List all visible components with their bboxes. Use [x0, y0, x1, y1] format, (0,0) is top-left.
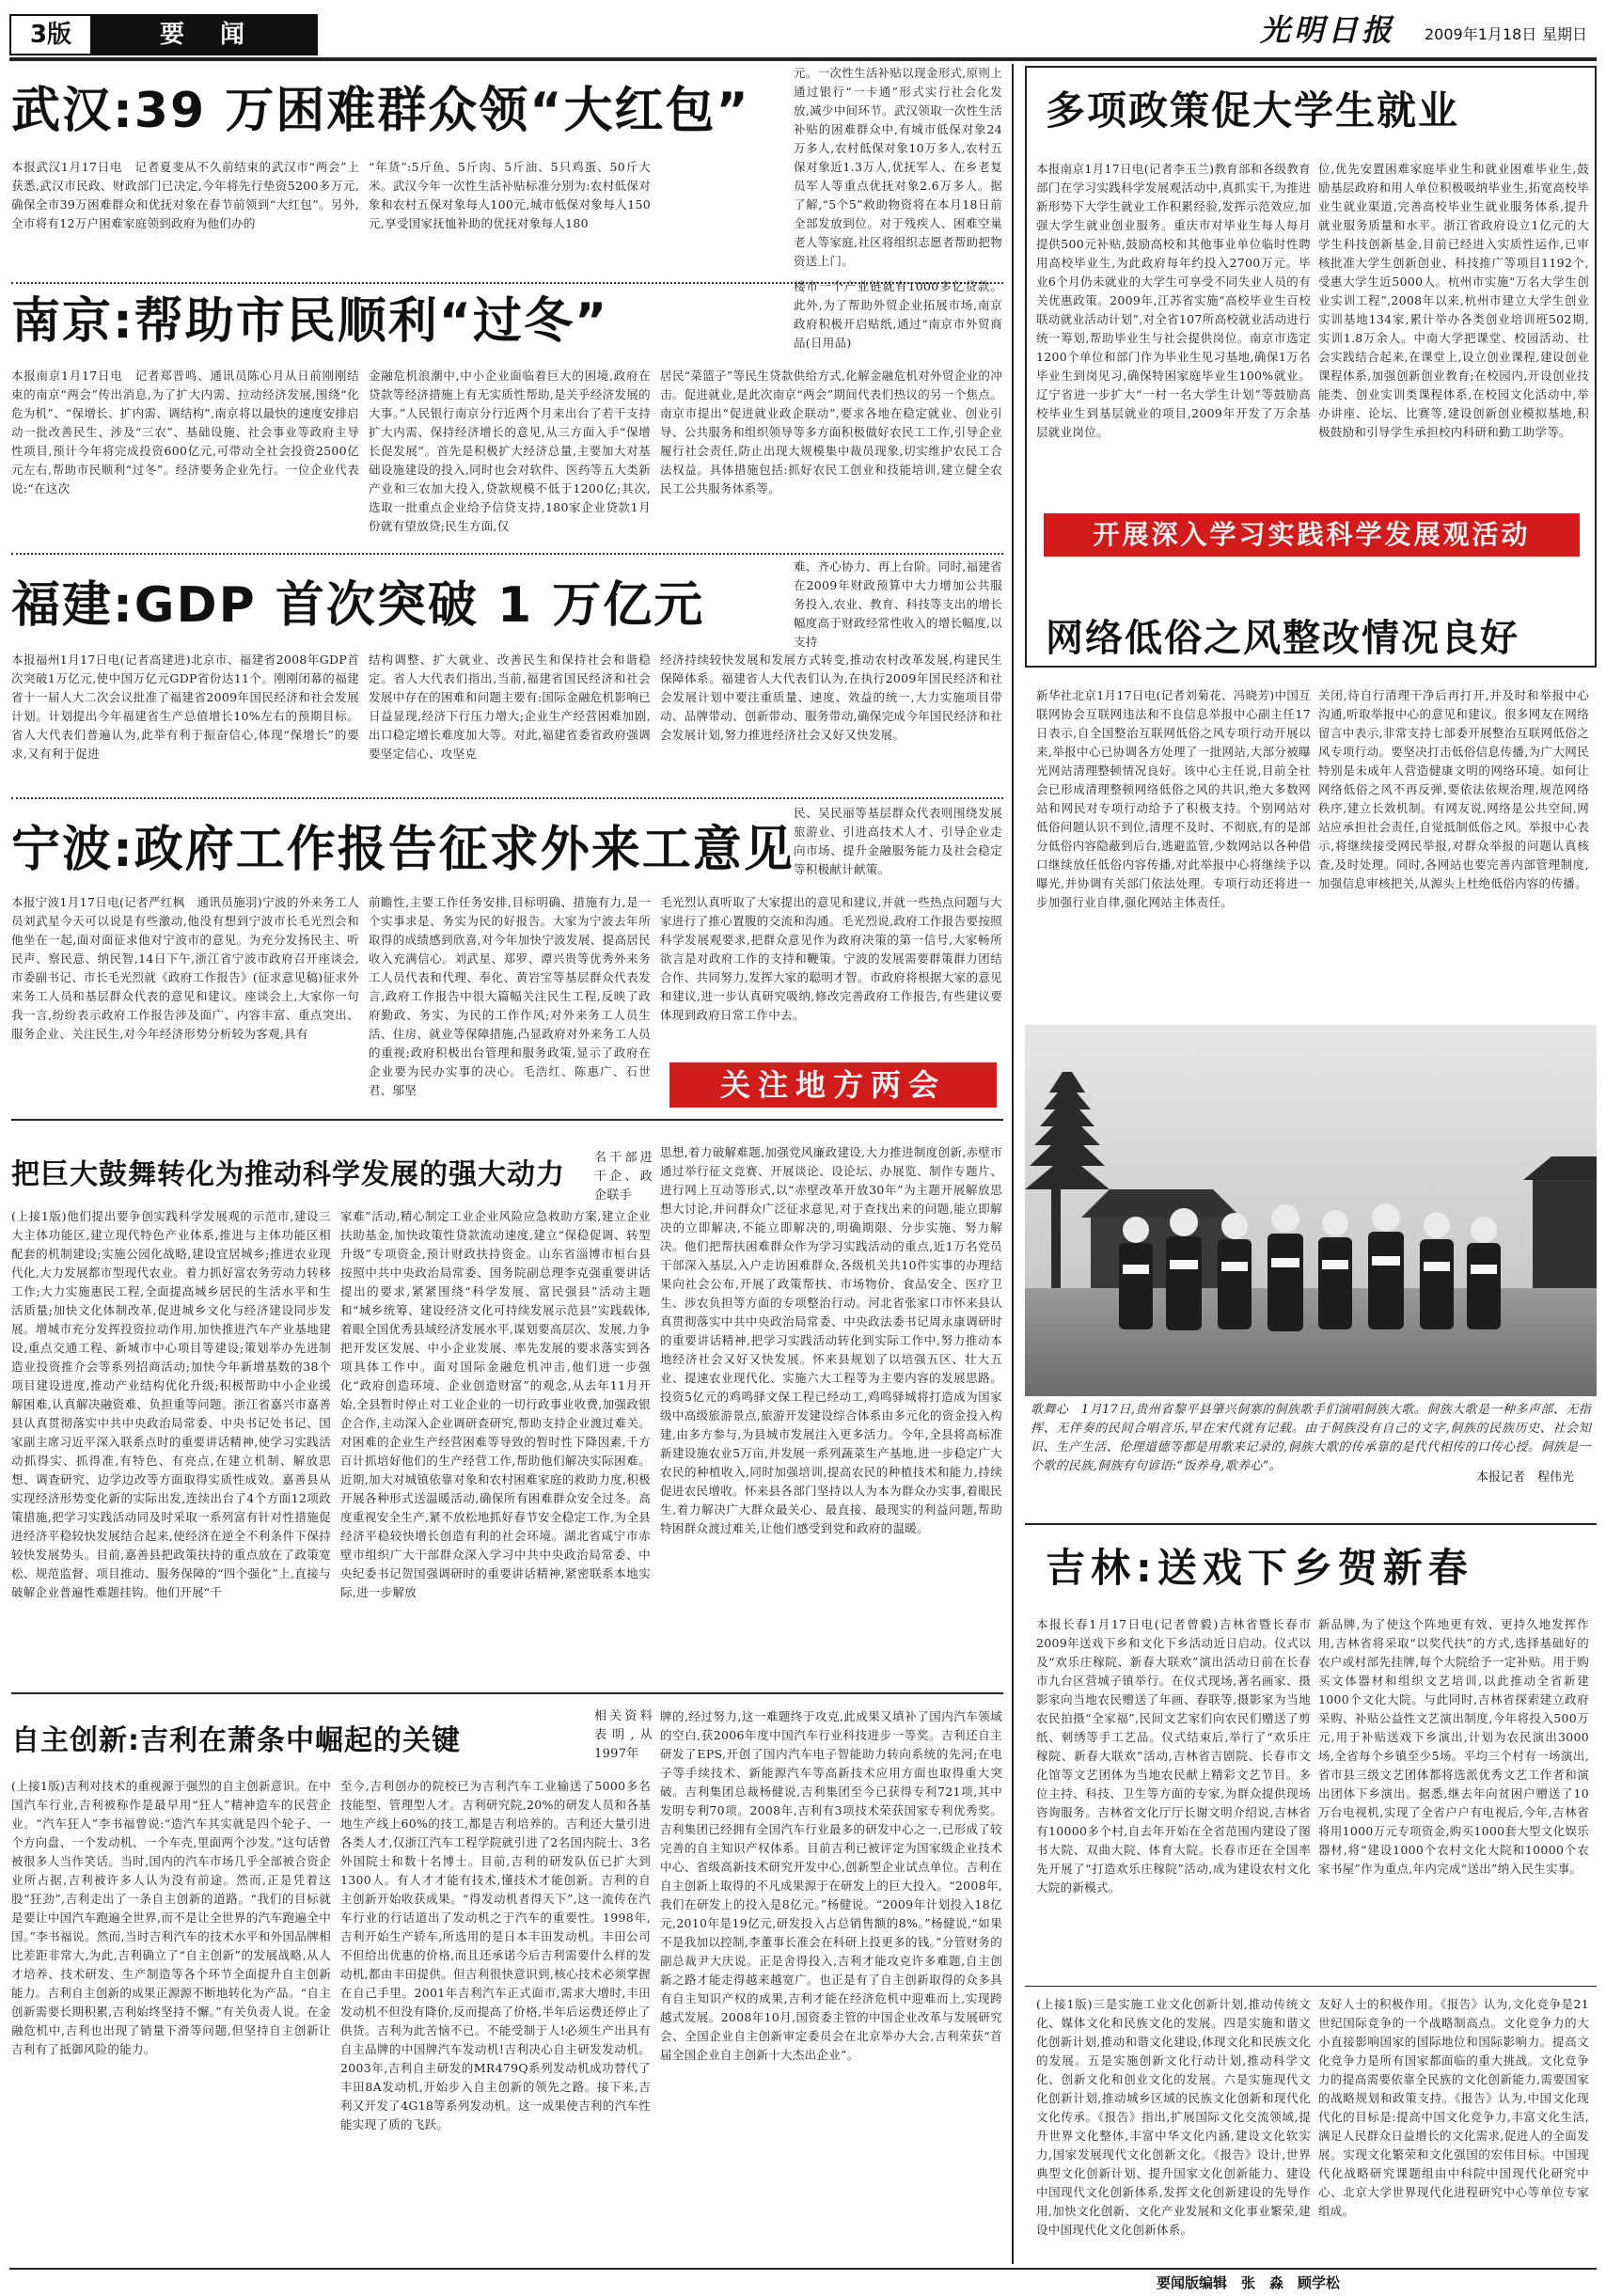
kexue-headline: 把巨大鼓舞转化为推动科学发展的强大动力 [11, 1158, 565, 1191]
footer-rule [9, 2268, 1597, 2270]
campaign-banner: 开展深入学习实践科学发展观活动 [1044, 513, 1580, 557]
local-two-sessions-banner: 关注地方两会 [669, 1062, 997, 1108]
photo-caption: 歌舞心 1月17日,贵州省黎平县肇兴侗寨的侗族歌手们演唱侗族大歌。侗族大歌是一种多声部、无指挥、无伴奏的民间合唱音乐,早在宋代就有记载。由于侗族没有自己的文字,侗族的民族历史、社会知识、生产生活、伦理道德等都是用歌来记录的,侗族大歌的传承靠的是代代相传的口传心授。侗族是一个歌的民族,侗族有句谚语:“饭养身,歌养心”。 [1031, 1403, 1591, 1473]
divider [11, 1119, 1003, 1121]
wuhan-headline: 武汉:39 万困难群众领“大红包” [11, 83, 750, 139]
ningbo-body-col2: 前瞻性,主要工作任务安排,目标明确、措施有力,是一个实事求是、务实为民的好报告。大家为宁波去年所取得的成绩感到欣喜,对今年加快宁波发展、提高居民收入充满信心。刘武星、郑罗、谭兴贵等优秀外来务工人员代表和代理、奉化、黄岩宝等基层群众代表发言,政府工作报告中很大篇幅关注民生工程,反映了政府勤政、务实、为民的工作作风;对外来务工人员生活、住房、就业等保障措施,凸显政府对外来务工人员的重视;政府积极出台管理和服务政策,显示了政府在企业要为民办实事的决心。毛浩红、陈惠广、石世君、邬坚 [369, 895, 651, 1097]
ningbo-body-col4: 民、吴民丽等基层群众代表则围绕发展旅游业、引进高技术人才、引导企业走向市场、提升金融服务能力及社会稳定等积极献计献策。 [794, 806, 1002, 876]
ningbo-body-col1: 本报宁波1月17日电(记者严红枫 通讯员施羽)宁波的外来务工人员刘武星今天可以说是有些激动,他没有想到宁波市长毛光烈会和他坐在一起,面对面征求他对宁波市的意见。为充分发扬民主、听民声、察民意、纳民智,14日下午,浙江省宁波市政府召开座谈会,市委副书记、市长毛光烈就《政府工作报告》(征求意见稿)征求外来务工人员和基层群众代表的意见和建议。座谈会上,大家你一句我一言,纷纷表示政府工作报告涉及面广、内容丰富、重点突出、服务企业、关注民生,对今年经济形势分析较为客观,具有 [11, 895, 359, 1041]
kexue-aside: 名干部进干企、政企联手 [594, 1151, 653, 1203]
kexue-body-col1: (上接1版)他们提出要争创实践科学发展观的示范市,建设三大主体功能区,建立现代特色产业体系,推进与主体功能区相配套的机制建设;实施公园化战略,建设宜居城乡;推进农业现代化,大力发展都市型现代农业。着力抓好富农务劳动力转移工作;大力实施惠民工程,全面提高城乡居民的生活水平和生活质量;加快文化体制改革,促进城乡文化与经济建设同步发展。增城市充分发挥投资拉动作用,加快推进汽车产业基地建设,重点交通工程、新城市中心项目等建设;策划举办先进制造业投资推介会等系列招商活动;加快今年新增基数的38个项目建设进度,推动产业结构优化升级;积极帮助中小企业缓解困难,认真解决融资难、负担重等问题。浙江省嘉兴市嘉善县认真贯彻落实中共中央政治局常委、中央书记处书记、国家副主席习近平深入联系点时的重要讲话精神,使学习实践活动抓得实、抓得准,有特色、有亮点,在建立机制、解放思想、调查研究、边学边改等方面取得实质性成效。嘉善县从实现经济形势变化新的实际出发,连续出台了4个方面12项政策措施,把学习实践活动同及时采取一系列富有针对性措施促进经济平稳较快发展结合起来,使经济在逆全不利条件下保持较快发展势头。目前,嘉善县把政策扶持的重点放在了政策宽松、规范监督、项目推动、服务保障的“四个强化”上,直接与破解企业普遍性难题挂钩。他们开展“千 [11, 1209, 331, 1599]
section-label: 要 闻 [92, 14, 318, 55]
jiuye-headline: 多项政策促大学生就业 [1046, 87, 1460, 134]
wenhua-body-col1: (上接1版)三是实施工业文化创新计划,推动传统文化、媒体文化和民族文化的发展。四是实施和谐文化创新计划,推动和谐文化建设,体现文化和民族文化的发展。五是实施创新文化行动计划,推动科学文化、创新文化和创业文化的发展。六是实施现代文化创新计划,推动城乡区域的民族文化创新和现代化文化传承。《报告》指出,扩展国际文化交流领域,提升世界文化整体,丰富中华文化内涵,建设文化软实力,国家发展现代文化创新文化。《报告》设计,世界典型文化创新计划、提升国家文化创新能力、建设中国现代文化创新体系,发挥文化创新建设的先导作用,加快文化创新、文化产业发展和文化事业繁荣,建设中国现代化文化创新体系。 [1036, 1997, 1311, 2237]
nanjing-body-col3: 居民“菜篮子”等民生贷款供给方式,化解金融危机对外贸企业的冲击。促进就业,是此次南京“两会”期间代表们热议的另一个焦点。南京市提出“促进就业政企联动”,要求各地在稳定就业、创业引导、公共服务和组织领导等多方面积极做好农民工工作,引导企业履行社会责任,防止出现大规模集中裁员现象,切实维护农民工合法权益。具体措施包括:抓好农民工创业和技能培训,建立健全农民工公共服务体系等。 [660, 369, 1002, 495]
nanjing-body-col4: 楼市一个产业链就有1000多亿贷款。此外,为了帮助外贸企业拓展市场,南京政府积极开启贴纸,通过“南京市外贸商品(日用品) [794, 279, 1002, 350]
jilin-headline: 吉林:送戏下乡贺新春 [1046, 1545, 1473, 1591]
nanjing-body-col1: 本报南京1月17日电 记者郑晋鸣、通讯员陈心月从日前刚刚结束的南京“两会”传出消息,为了扩大内需、拉动经济发展,围绕“化危为机”、“保增长、扩内需、调结构”,南京将以最快的速度安排启动一批改善民生、涉及“三农”、基础设施、社会事业等政府主导性项目,预计今年将完成投资600亿元,可带动全社会投资2500亿元左右,帮助市民顺利“过冬”。经济要务企业先行。一位企业代表说:“在这次 [11, 369, 359, 495]
wangluo-body-col2: 关闭,待自行清理干净后再打开,并及时和举报中心沟通,听取举报中心的意见和建议。很多网友在网络留言中表示,非常支持七部委开展整治互联网低俗之风专项行动。要坚决打击低俗信息传播,为广大网民特别是未成年人营造健康文明的网络环境。如何让网络低俗之风不再反弹,要依法依规治理,规范网络秩序,建立长效机制。有网友说,网络是公共空间,网站应承担社会责任,自觉抵制低俗之风。举报中心表示,将继续接受网民举报,对群众举报的问题认真核查,及时处理。同时,各网站也要完善内部管理制度,加强信息审核把关,从源头上杜绝低俗内容的传播。 [1318, 688, 1589, 890]
nanjing-headline: 南京:帮助市民顺利“过冬” [11, 293, 609, 350]
dong-singers-photo [1025, 1025, 1597, 1396]
wangluo-body-col1: 新华社北京1月17日电(记者刘菊花、冯晓芳)中国互联网协会互联网违法和不良信息举报中心副主任17日表示,自全国整治互联网低俗之风专项行动开展以来,举报中心已协调各方处理了一批网站,大部分被曝光网站清理整顿情况良好。该中心主任说,目前全社会已形成清理整顿网络低俗之风的共识,绝大多数网站和网民对专项行动给予了积极支持。个别网站对低俗问题认识不到位,清理不及时、不彻底,有的是部分低俗内容隐蔽到后台,逃避监管,少数网站以各种借口继续放任低俗内容传播,对此举报中心将继续予以曝光,并协调有关部门依法处理。专项行动还将进一步加强行业自律,强化网站主体责任。 [1036, 688, 1311, 909]
jiuye-body-col2: 位,优先安置困难家庭毕业生和就业困难毕业生,鼓励基层政府和用人单位积极吸纳毕业生,拓宽高校毕业生就业渠道,完善高校毕业生就业服务体系,提升就业服务质量和水平。浙江省政府设立1亿元的大学生科技创新基金,目前已经进入实质性运作,已审核批准大学生创新创业、科技推广等项目1192个,受惠大学生近5000人。杭州市实施“万名大学生创业实训工程”,2008年以来,杭州市建立大学生创业实训基地134家,累计举办各类创业培训班502期,实训1.8万余人。中南大学把课堂、校园活动、社会实践结合起来,在课堂上,设立创业课程,建设创业课程体系,加强创新创业教育;在校园内,开设创业技能类、创业实训类课程体系,在校园文化活动中,举办讲座、论坛、比赛等,建设创新创业模拟基地,积极鼓励和引导学生承担校内科研和勤工助学等。 [1318, 162, 1589, 439]
fujian-body-col1: 本报福州1月17日电(记者高建进)北京市、福建省2008年GDP首次突破1万亿元,使中国万亿元GDP省份达11个。刚刚闭幕的福建省十一届人大二次会议批准了福建省2009年国民经济和社会发展计划。计划提出今年福建省生产总值增长10%左右的预期目标。省人大代表们普遍认为,此举有利于振奋信心,体现“保增长”的要求,又有利于促进 [11, 653, 359, 761]
jilin-body-col2: 新品牌,为了使这个阵地更有效、更持久地发挥作用,吉林省将采取“以奖代扶”的方式,选择基础好的农户或村部先挂牌,每个大院给予一定补贴。用于购买文体器材和组织文艺培训,以此推动全省新建1000个文化大院。与此同时,吉林省探索建立政府采购、补贴公益性文艺演出制度,今年将投入500万元,用于补贴送戏下乡演出,计划为农民演出3000场,全省每个乡镇至少5场。平均三个村有一场演出,省市县三级文艺团体都将选派优秀文艺工作者和演出团体下乡演出。据悉,继去年向贫困户赠送了10万台电视机,实现了全省户户有电视后,今年,吉林省将用1000万元专项资金,购买1000套大型文化娱乐器材,将“建设1000个农村文化大院和10000个农家书屋”作为重点,年内完成“送出”纳入民生实事。 [1318, 1617, 1589, 1876]
jiuye-body-col1: 本报南京1月17日电(记者李玉兰)教育部和各级教育部门在学习实践科学发展观活动中,真抓实干,为推进新形势下大学生就业工作积累经验,发挥示范效应,加强大学生就业创业服务。重庆市对毕业生每人每月提供500元补贴,鼓励高校和其他事业单位临时性聘用高校毕业生,为此政府每年约投入2700万元。毕业6个月仍未就业的大学生可享受不同失业人员的有关优惠政策。2009年,江苏省实施“高校毕业生百校联动就业活动计划”,对全省107所高校就业活动进行统一筹划,帮助毕业生与社会提供岗位。南京市选定1200个单位和部门作为毕业生见习基地,确保1万名毕业生到岗见习,确保特困家庭毕业生100%就业。辽宁省进一步扩大“一村一名大学生计划”等鼓励高校毕业生到基层就业的项目,2009年开发了万余基层就业岗位。 [1036, 162, 1311, 439]
ningbo-headline: 宁波:政府工作报告征求外来工意见 [11, 822, 795, 878]
fujian-body-col2: 结构调整、扩大就业、改善民生和保持社会和谐稳定。省人大代表们指出,当前,福建省国民经济和社会发展中存在的困难和问题主要有:国际金融危机影响已日益显现,经济下行压力增大;企业生产经营困难加剧,出口稳定增长难度加大等。对此,福建省委省政府强调要坚定信心、攻坚克 [369, 653, 651, 761]
newspaper-logo: 光明日报 [1260, 12, 1396, 48]
geely-headline: 自主创新:吉利在萧条中崛起的关键 [11, 1724, 461, 1757]
fujian-body-col4: 难、齐心协力、再上台阶。同时,福建省在2009年财政预算中大力增加公共服务投入,农业、教育、科技等支出的增长幅度高于财政经常性收入的增长幅度,以支持 [794, 559, 1002, 649]
issue-weekday: 星期日 [1542, 25, 1588, 43]
editor-credit: 要闻版编辑 张 淼 顾学松 [1157, 2274, 1341, 2291]
divider [1025, 1523, 1597, 1525]
photo-credit: 本报记者 程伟光 [1476, 1470, 1575, 1485]
nanjing-body-col2: 金融危机浪潮中,中小企业面临着巨大的困境,政府在贷款等经济措施上有无实质性帮助,是关乎经济发展的大事。”人民银行南京分行近两个月来出台了若干支持扩大内需、保持经济增长的意见,从三方面入手“保增长促发展”。首先是积极扩大经济总量,主要加大对基础设施建设的投入,同时也会对软件、医药等五大类新产业和三农加大投入,贷款规模不低于1200亿;其次,选取一批重点企业给予信贷支持,180家企业贷款1月份就有望放贷;民生方面,仅 [369, 369, 651, 533]
jilin-body-col1: 本报长春1月17日电(记者曾毅)吉林省暨长春市2009年送戏下乡和文化下乡活动近日启动。仪式以及“欢乐庄稼院、新春大联欢”演出活动日前在长春市九台区营城子镇举行。在仪式现场,著名画家、摄影家向当地农民赠送了年画、春联等,摄影家为当地农民拍摄“全家福”,民间文艺家们向农民们赠送了剪纸、刺绣等手工艺品。仪式结束后,举行了“欢乐庄稼院、新春大联欢”活动,吉林省吉剧院、长春市文化馆等文艺团体为当地农民献上精彩文艺节目。多位主持、科技、卫生等方面的专家,为群众提供现场咨询服务。吉林省文化厅厅长谢文明介绍说,吉林省有10000多个村,自去年开始在全省范围内建设了图书大院、双曲大院、体育大院。长春市还在全国率先开展了“打造欢乐庄稼院”活动,成为建设农村文化大院的新模式。 [1036, 1617, 1311, 1895]
wangluo-headline: 网络低俗之风整改情况良好 [1046, 617, 1519, 660]
divider [1025, 1986, 1597, 1987]
divider [11, 797, 1003, 799]
fujian-headline: 福建:GDP 首次突破 1 万亿元 [11, 577, 705, 634]
page-number-box: 3版 [9, 14, 92, 55]
kexue-body-col3: 思想,着力破解难题,加强党风廉政建设,大力推进制度创新,赤壁市通过举行征文竞赛、开展谈论、设论坛、办展览、制作专题片、进行网上互动等形式,以“赤壁改革开放30年”为主题开展解放思想大讨论,并问群众广泛征求意见,对于查找出来的问题,能立即解决的立即解决,不能立即解决的,明确期限、分步实施、努力解决。他们把帮扶困难群众作为学习实践活动的重点,近1万名党员干部深入基层,入户走访困难群众,各级机关共10件实事的办理结果向社会公布,开展了政策帮扶、市场物价、食品安全、医疗卫生、涉农负担等方面的专项整治行动。河北省张家口市怀来县认真贯彻落实中共中央政治局常委、中央政法委书记周永康调研时的重要讲话精神,把学习实践活动转化到实际工作中,努力推动本地经济社会又好又快发展。怀来县规划了以培强五区、壮大五业、提速农业现代化、实施六大工程等为主要内容的发展思路。投资5亿元的鸡鸣驿文保工程已经动工,鸡鸣驿城将打造成为国家级中高级旅游景点,旅游开发建设综合体系由多元化的资金投入构建,由多方参与,为县城市发展注入更多活力。今年,全县将高标准新建设施农业5万亩,并发展一系列蔬菜生产基地,进一步稳定广大农民的种植收入,同时加强培训,提高农民的种植技术和能力,持续促进农民增收。怀来县各部门坚持以人为本为群众办实事,着眼民生,着力解决广大群众最关心、最直接、最现实的利益问题,帮助特困群众渡过难关,让他们感受到党和政府的温暖。 [660, 1145, 1002, 1535]
wuhan-body-col1: 本报武汉1月17日电 记者夏斐从不久前结束的武汉市“两会”上获悉,武汉市民政、财政部门已决定,今年将先行垫资5200多万元,确保全市39万困难群众和优抚对象在春节前领到“大红包”。另外,全市将有12万户困难家庭领到政府为他们办的 [11, 160, 359, 230]
wenhua-body-col2: 友好人士的积极作用。《报告》认为,文化竞争是21世纪国际竞争的一个战略制高点。文化竞争力的大小直接影响国家的国际地位和国际影响力。提高文化竞争力是所有国家都面临的重大挑战。文化竞争力的提高需要依靠全民族的文化创新能力,需要国家的战略规划和政策支持。《报告》认为,中国文化现代化的目标是:提高中国文化竞争力,丰富文化生活,满足人民群众日益增长的文化需求,促进人的全面发展。实现文化繁荣和文化强国的宏伟目标。中国现代化战略研究课题组由中科院中国现代化研究中心、北京大学世界现代化进程研究中心等单位专家组成。 [1318, 1997, 1589, 2218]
issue-date: 2009年1月18日 [1425, 25, 1537, 43]
wuhan-body-col3: 元。一次性生活补贴以现金形式,原则上通过银行“一卡通”形式实行社会化发放,减少中间环节。武汉领取一次性生活补贴的困难群众中,有城市低保对象24万多人,农村低保对象10万多人,农村五保对象近1.3万人,优抚军人、在乡老复员军人等重点优抚对象2.6万多人。据了解,“5个5”救助物资将在本月18日前全部发放到位。对于残疾人、困难空巢老人等家庭,社区将组织志愿者帮助把物资送上门。 [794, 66, 1002, 268]
geely-body-col3: 牌的,经过努力,这一难题终于攻克,此成果又填补了国内汽车领域的空白,获2006年度中国汽车行业科技进步一等奖。吉利还自主研发了EPS,开创了国内汽车电子智能助力转向系统的先河;在电子等手续技术、新能源汽车等高新技术应用方面也取得重大突破。吉利集团总裁杨健说,吉利集团至今已获得专利721项,其中发明专利70项。2008年,吉利有3项技术荣获国家专利优秀奖。吉利集团已经拥有全国汽车行业最多的研发中心之一,已形成了较完善的自主知识产权体系。目前吉利已被评定为国家级企业技术中心、省级高新技术研究开发中心,创新型企业试点单位。吉利在自主创新上取得的不凡成果源于在研发上的巨大投入。“2008年,我们在研发上的投入是8亿元。”杨健说。“2009年计划投入18亿元,2010年是19亿元,研发投入占总销售额的8%。”杨健说,“如果不是我加以控制,李董事长准会在科研上投更多的钱。”分管财务的副总裁尹大庆说。正是舍得投入,吉利才能攻克许多难题,自主创新之路才能走得越来越宽广。也正是有了自主创新取得的众多具有自主知识产权的成果,吉利才能在经济危机中迎难而上,实现跨越式发展。2008年10月,国资委主管的中国企业改革与发展研究会、全国企业自主创新审定委员会在北京举办大会,吉利荣获“首届全国企业自主创新十大杰出企业”。 [660, 1709, 1002, 2062]
column-divider [1012, 64, 1014, 2264]
geely-aside: 相关资料表明,从1997年 [594, 1709, 653, 1761]
fujian-body-col3: 经济持续较快发展和发展方式转变,推动农村改革发展,构建民生保障体系。福建省人大代表们认为,在执行2009年国民经济和社会发展计划中要注重质量、速度、效益的统一,大力实施项目带动、品牌带动、创新带动、服务带动,确保完成今年国民经济和社会发展计划,努力推进经济社会又好又快发展。 [660, 653, 1002, 742]
masthead-rule [9, 57, 1597, 61]
divider [11, 553, 1003, 555]
divider [11, 1692, 1003, 1694]
kexue-body-col2: 家难”活动,精心制定工业企业风险应急救助方案,建立企业扶助基金,加快政策性贷款流动速度,建立“保稳促调、转型升级”专项资金,预计财政扶持资金。山东省淄博市桓台县按照中共中央政治局常委、国务院副总理李克强重要讲话提出的要求,紧紧围绕“科学发展、富民强县”活动主题和“城乡统筹、建设经济文化可持续发展示范县”实践载体,着眼全国优秀县域经济发展水平,谋划要高层次、发展,力争把开发区发展、中小企业发展、率先发展的要求落实到各项具体工作中。面对国际金融危机冲击,他们进一步强化“政府创造环境、企业创造财富”的观念,从去年11月开始,全县暂时停止对工业企业的一切行政事业收费,加强政银企合作,主动深入企业调研查研究,帮助支持企业渡过难关。对困难的企业生产经营困难等导致的暂时性下降因素,千方百计抓培好他们的生产经营工作,帮助他们解决实际困难。近期,加大对城镇依靠对象和农村困难家庭的救助力度,积极开展各种形式送温暖活动,确保所有困难群众安全过冬。高度重视安全生产,紧不放松地抓好春节安全稳定工作,为全县经济平稳较快增长创造有利的社会环境。湖北省咸宁市赤壁市组织广大干部群众深入学习中共中央政治局常委、中央纪委书记贺国强调研时的重要讲话精神,紧密联系本地实际,进一步解放 [340, 1209, 651, 1599]
ningbo-body-col3: 毛光烈认真听取了大家提出的意见和建议,并就一些热点问题与大家进行了推心置腹的交流和沟通。毛光烈说,政府工作报告要按照科学发展观要求,把群众意见作为政府决策的第一信号,大家畅所欲言是对政府工作的支持和鞭策。宁波的发展需要群策群力团结合作、共同努力,发挥大家的聪明才智。市政府将根据大家的意见和建议,进一步认真研究吸纳,修改完善政府工作报告,有些建议要体现到政府日常工作中去。 [660, 895, 1002, 1022]
wuhan-body-col2: “年货”:5斤鱼、5斤肉、5斤油、5只鸡蛋、50斤大米。武汉今年一次性生活补贴标准分别为:农村低保对象和农村五保对象每人100元,城市低保对象每人150元,享受国家抚恤补助的优抚对象每人180 [369, 160, 651, 230]
geely-body-col1: (上接1版)吉利对技术的重视源于强烈的自主创新意识。在中国汽车行业,吉利被称作是最早用“狂人”精神造车的民营企业。“汽车狂人”李书福曾说:“造汽车其实就是四个轮子、一个方向盘、一个发动机、一个车壳,里面两个沙发。”这句话曾被很多人当作笑话。当时,国内的汽车市场几乎全部被合资企业所占据,吉利被许多人认为没有前途。然而,正是凭着这股“狂劲”,吉利走出了一条自主创新的道路。“我们的目标就是要让中国汽车跑遍全世界,而不是让全世界的汽车跑遍全中国。”李书福说。然而,当时吉利汽车的技术水平和外国品牌相比差距非常大,为此,吉利确立了“自主创新”的发展战略,从人才培养、技术研发、生产制造等各个环节全面提升自主创新能力。吉利自主创新的成果正源源不断地转化为产品。“自主创新需要长期积累,吉利始终坚持不懈。”有关负责人说。在金融危机中,吉利也出现了销量下滑等问题,但坚持自主创新让吉利有了抵御风险的能力。 [11, 1779, 331, 2056]
geely-body-col2: 至今,吉利创办的院校已为吉利汽车工业输送了5000多名技能型、管理型人才。吉利研究院,20%的研发人员和各基地生产线上60%的技工,都是吉利培养的。吉利还大量引进各类人才,仅浙江汽车工程学院就引进了2名国内院士、3名外国院士和数十名博士。目前,吉利的研发队伍已扩大到1300人。有人才才能有技术,懂技术才能创新。吉利的自主创新开始收获成果。“得发动机者得天下”,这一流传在汽车行业的行话道出了发动机之于汽车的重要性。1998年,吉利开始生产轿车,所选用的是日本丰田发动机。丰田公司不但给出优惠的价格,而且还承诺今后吉利需要什么样的发动机,都由丰田提供。但吉利很快意识到,核心技术必须掌握在自己手里。2001年吉利汽车正式面市,需求大增时,丰田发动机不但没有降价,反而提高了价格,半年后运费还停止了供货。吉利为此苦恼不已。不能受制于人!必须生产出具有自主品牌的中国牌汽车发动机!吉利决心自主研发发动机。2003年,吉利自主研发的MR479Q系列发动机成功替代了丰田8A发动机,开始步入自主创新的领先之路。接下来,吉利又开发了4G18等系列发动机。这一成果使吉利的汽车性能实现了质的飞跃。 [340, 1779, 651, 2131]
